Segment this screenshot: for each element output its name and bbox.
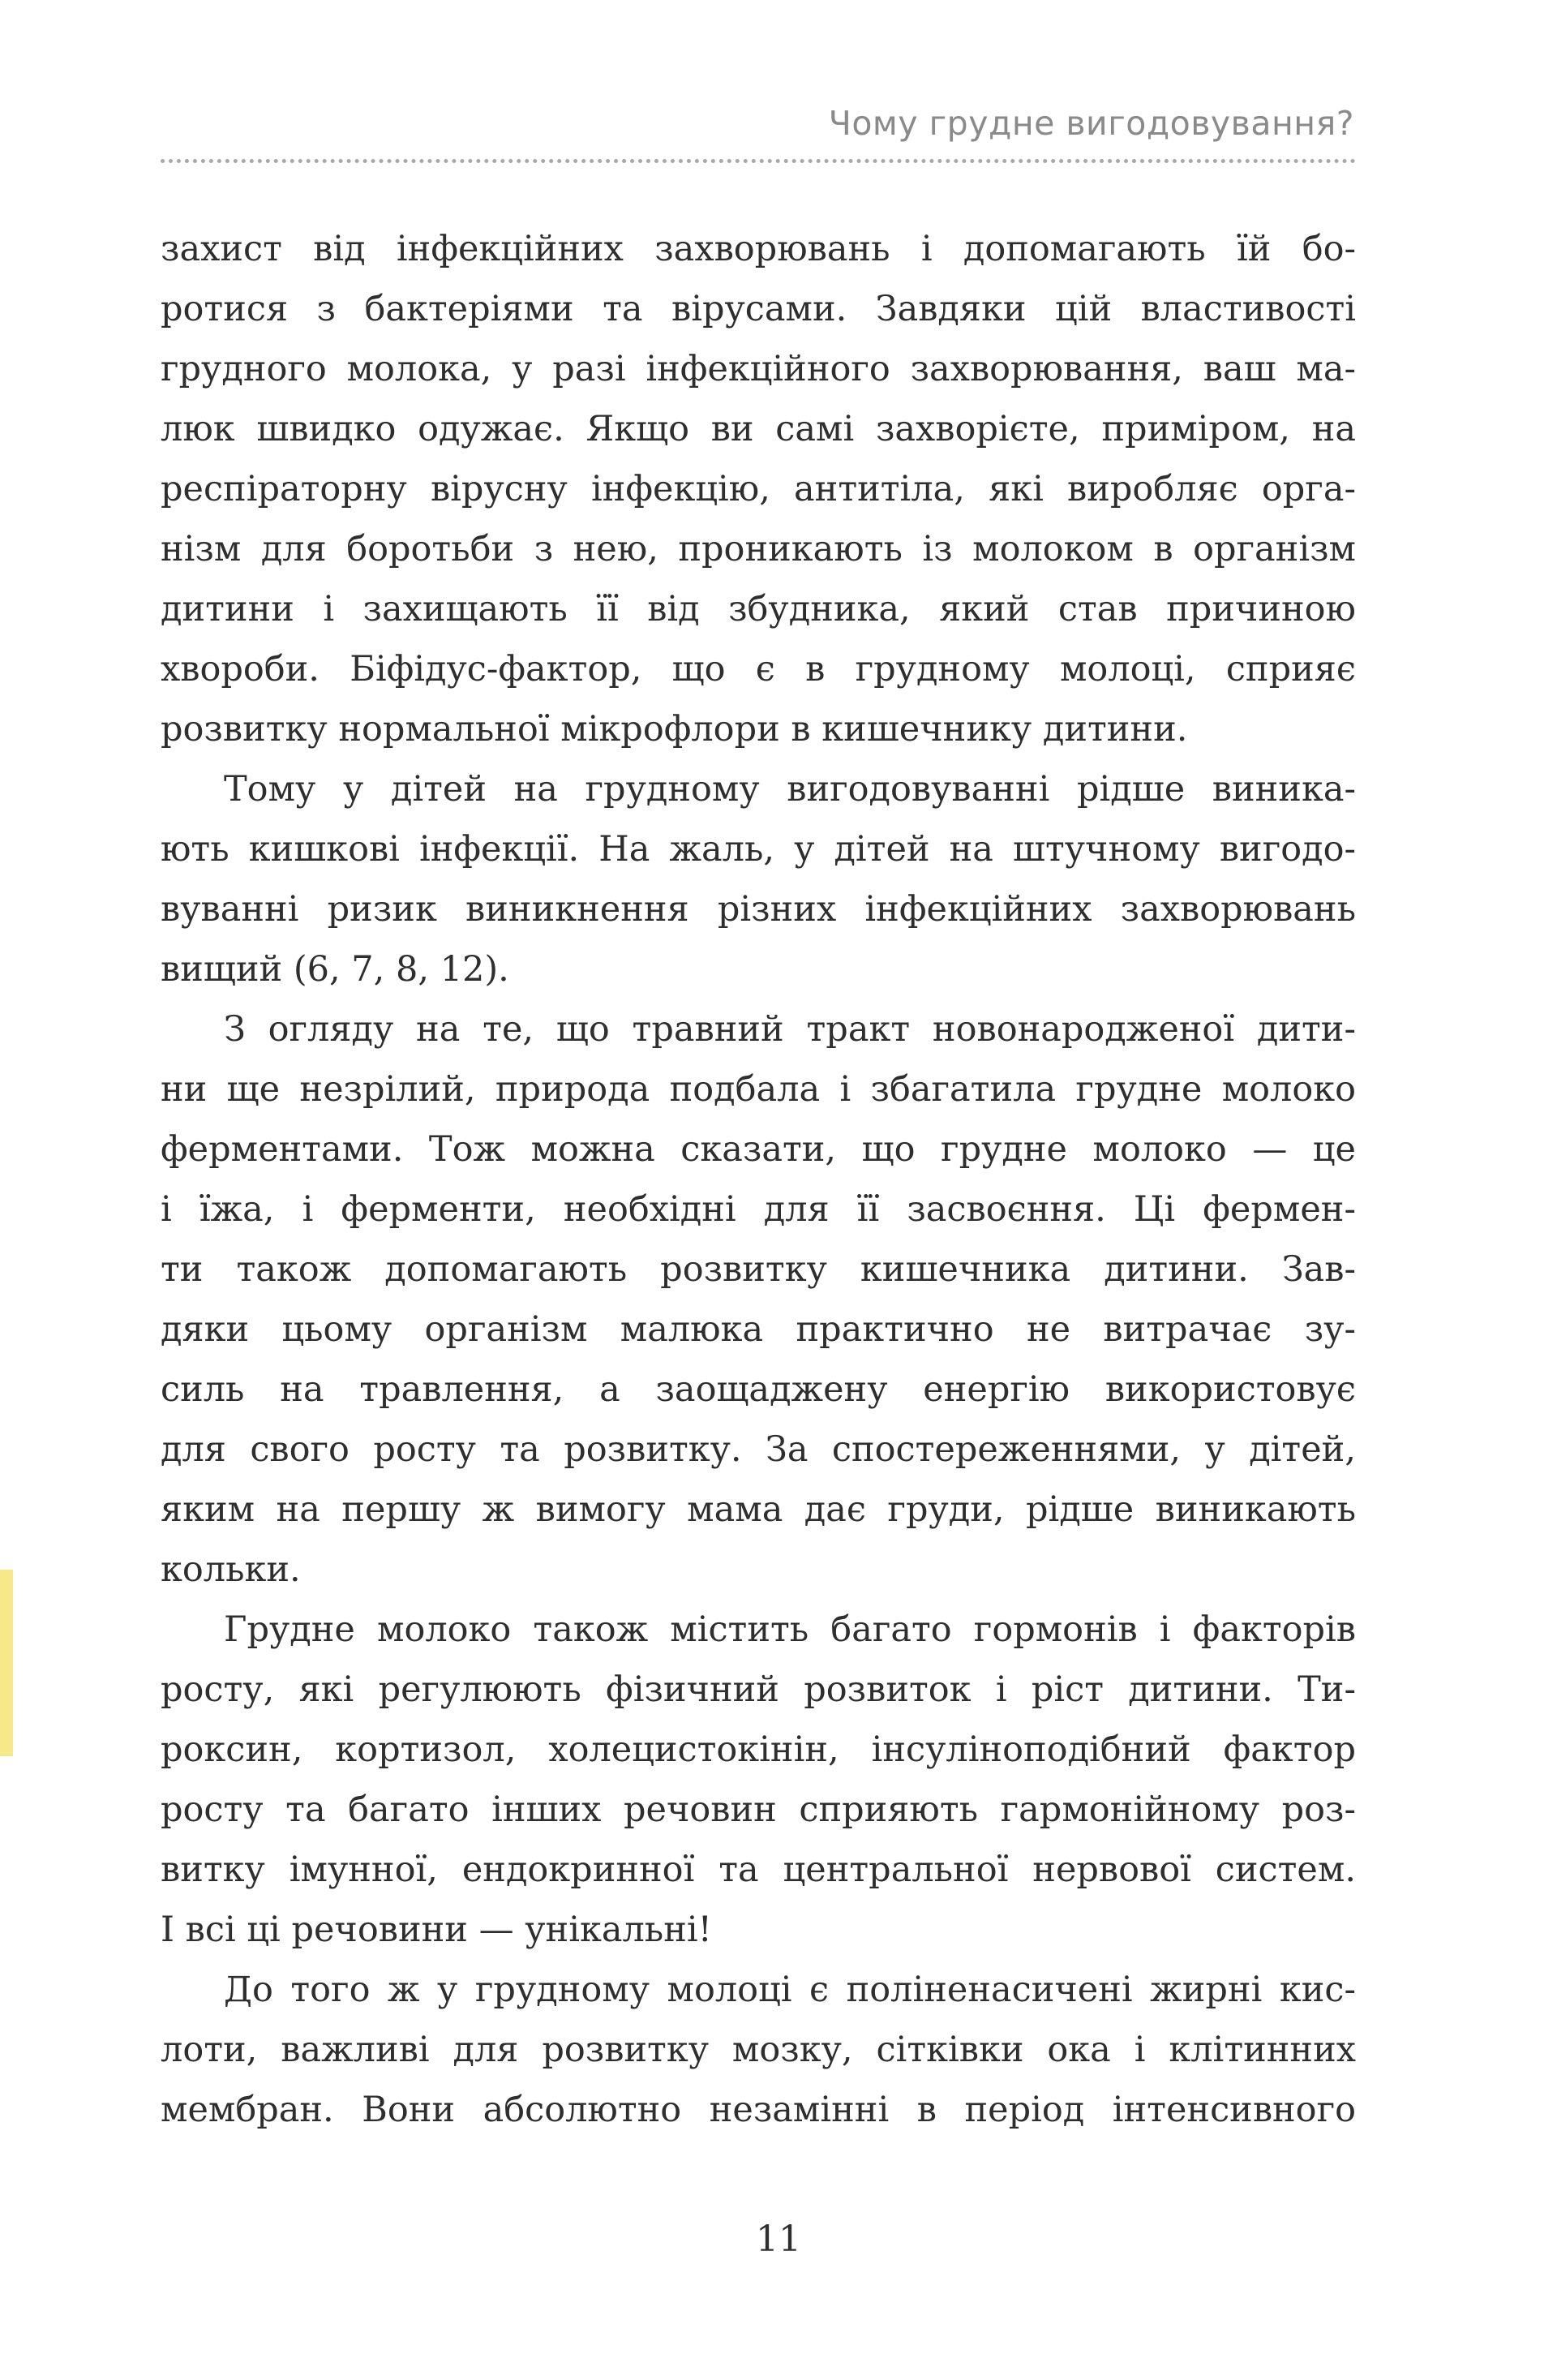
text-line: Грудне молоко також містить багато гормонів і факторів <box>224 1609 1356 1650</box>
paragraph <box>161 999 1356 1600</box>
text-line: захист від інфекційних захворювань і допомагають їй бо- <box>161 229 1356 269</box>
text-line: З огляду на те, що травний тракт новонародженої дити- <box>224 1009 1356 1050</box>
text-line: До того ж у грудному молоці є поліненасичені жирні кис- <box>224 1970 1356 2010</box>
running-head: Чому грудне вигодовування? <box>828 104 1354 143</box>
paragraph <box>161 1960 1356 2140</box>
text-line: хвороби. Біфідус-фактор, що є в грудному молоці, сприяє <box>161 649 1356 690</box>
paragraph <box>161 759 1356 999</box>
page-edge-highlight <box>0 1570 13 1756</box>
text-line: респіраторну вірусну інфекцію, антитіла, які виробляє орга- <box>161 469 1356 509</box>
paragraph <box>161 219 1356 759</box>
text-line: кольки. <box>161 1549 301 1590</box>
text-line: росту та багато інших речовин сприяють гармонійному роз- <box>161 1789 1356 1830</box>
text-line: нізм для боротьби з нею, проникають із молоком в організм <box>161 529 1356 569</box>
text-line: ти також допомагають розвитку кишечника дитини. Зав- <box>161 1249 1356 1290</box>
text-line: для свого росту та розвитку. За спостереженнями, у дітей, <box>161 1429 1356 1470</box>
text-line: яким на першу ж вимогу мама дає груди, рідше виникають <box>161 1489 1356 1530</box>
text-line: дяки цьому організм малюка практично не витрачає зу- <box>161 1309 1356 1350</box>
text-line: роксин, кортизол, холецистокінін, інсуліноподібний фактор <box>161 1729 1356 1770</box>
text-line: ферментами. Тож можна сказати, що грудне молоко — це <box>161 1129 1356 1170</box>
text-line: Тому у дітей на грудному вигодовуванні рідше виника- <box>224 769 1356 810</box>
text-line: люк швидко одужає. Якщо ви самі захворієте, приміром, на <box>161 409 1356 449</box>
paragraph <box>161 1600 1356 1960</box>
text-line: ротися з бактеріями та вірусами. Завдяки цій властивості <box>161 289 1356 329</box>
text-line: і їжа, і ферменти, необхідні для її засвоєння. Ці фермен- <box>161 1189 1356 1230</box>
text-line: витку імунної, ендокринної та центральної нервової систем. <box>161 1849 1356 1890</box>
text-line: силь на травлення, а заощаджену енергію використовує <box>161 1369 1356 1410</box>
text-line: І всі ці речовини — унікальні! <box>161 1910 712 1950</box>
text-line: мембран. Вони абсолютно незамінні в період інтенсивного <box>161 2090 1356 2130</box>
text-line: ни ще незрілий, природа подбала і збагатила грудне молоко <box>161 1069 1356 1110</box>
text-line: росту, які регулюють фізичний розвиток і ріст дитини. Ти- <box>161 1669 1356 1710</box>
text-line: грудного молока, у разі інфекційного захворювання, ваш ма- <box>161 349 1356 389</box>
text-line: вуванні ризик виникнення різних інфекційних захворювань <box>161 889 1356 930</box>
text-line: дитини і захищають її від збудника, який став причиною <box>161 589 1356 629</box>
text-line: розвитку нормальної мікрофлори в кишечнику дитини. <box>161 709 1188 750</box>
body-text <box>161 219 1356 2140</box>
text-line: ють кишкові інфекції. На жаль, у дітей на штучному вигодо- <box>161 829 1356 870</box>
text-line: лоти, важливі для розвитку мозку, сітківки ока і клітинних <box>161 2030 1356 2070</box>
text-line: вищий (6, 7, 8, 12). <box>161 949 509 990</box>
page-number: 11 <box>756 2219 801 2260</box>
dotted-header-rule <box>161 159 1356 163</box>
